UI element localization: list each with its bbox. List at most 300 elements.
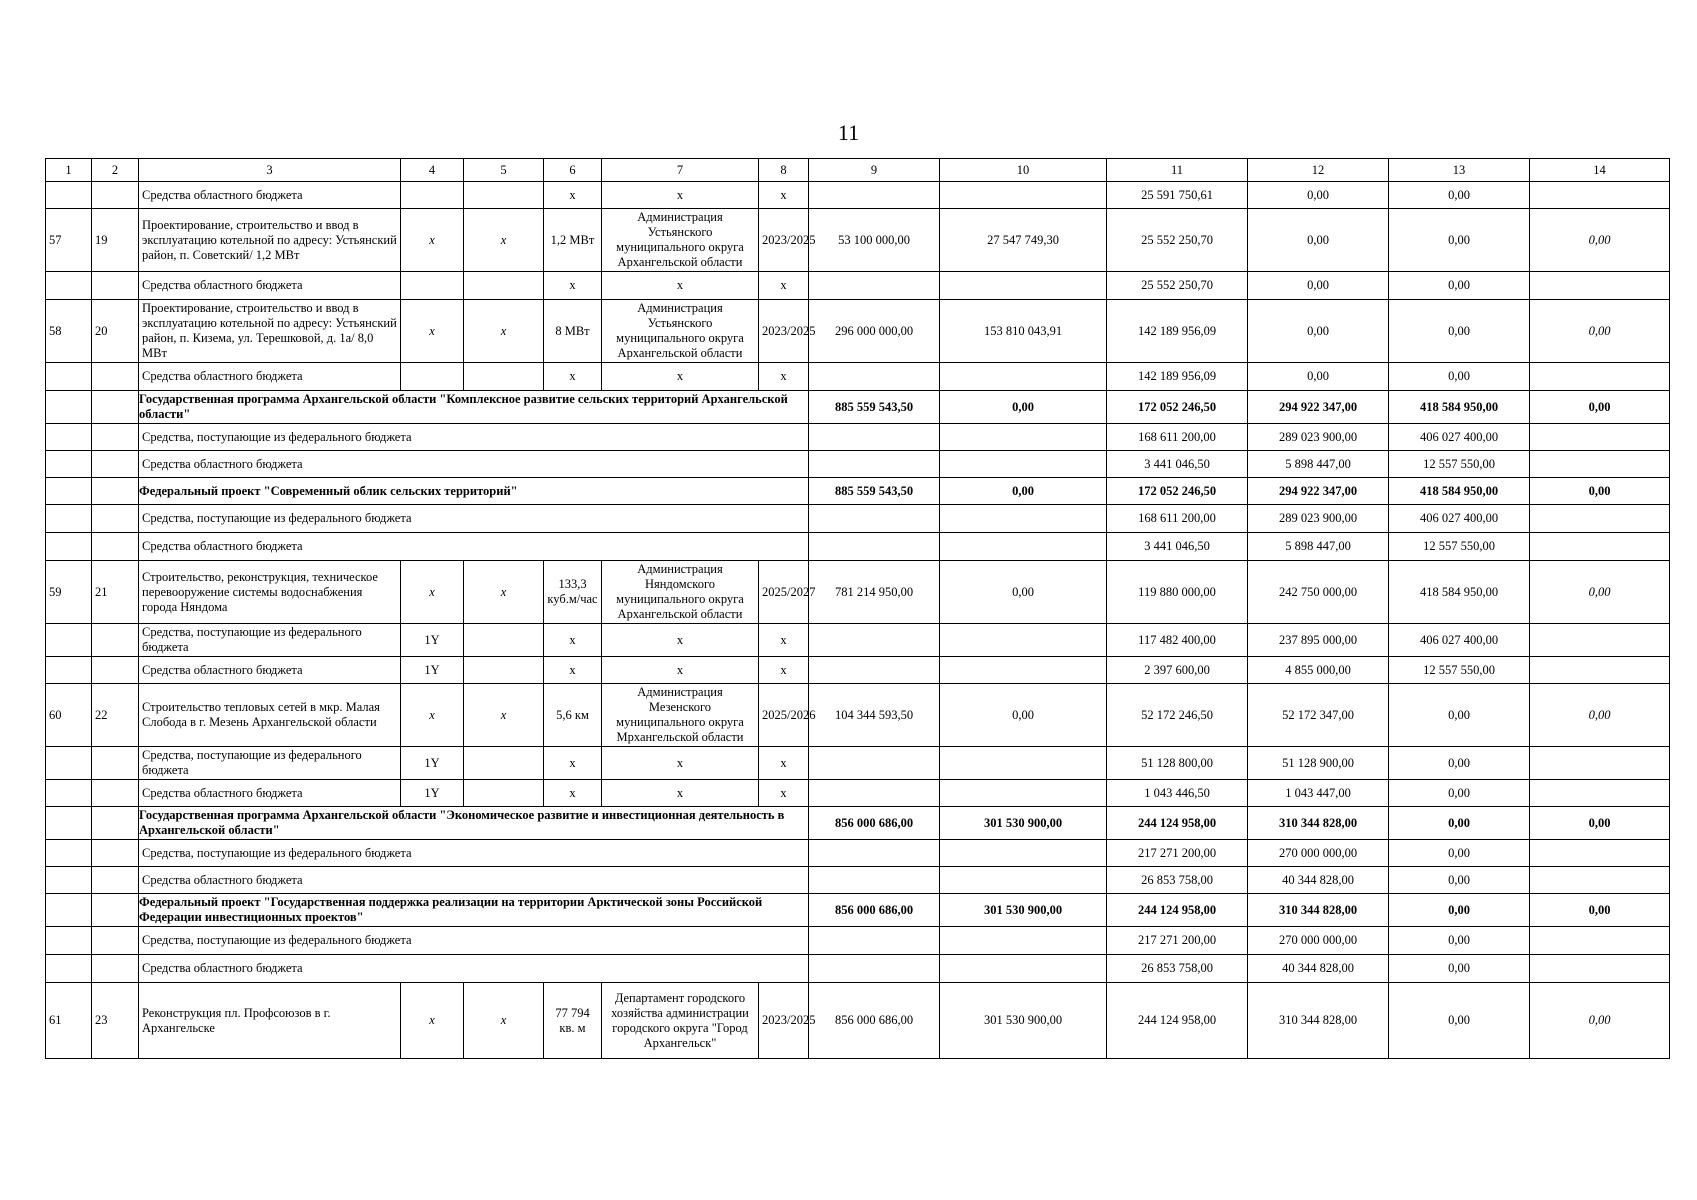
amount-col11: 25 552 250,70 [1107, 272, 1248, 300]
empty-cell [940, 424, 1107, 451]
capacity-cell: 5,6 км [544, 684, 602, 747]
empty-cell [46, 391, 92, 424]
amount-col12: 40 344 828,00 [1248, 867, 1389, 894]
amount-col12: 0,00 [1248, 363, 1389, 391]
empty-cell [1530, 424, 1670, 451]
program-row [46, 807, 1670, 840]
empty-cell [464, 363, 544, 391]
amount-col13: 0,00 [1389, 807, 1530, 840]
amount-col12: 289 023 900,00 [1248, 505, 1389, 533]
object-row [46, 209, 1670, 272]
amount-col12: 51 128 900,00 [1248, 747, 1389, 780]
amount-col9 [809, 657, 940, 684]
amount-col11: 25 552 250,70 [1107, 209, 1248, 272]
empty-cell [464, 780, 544, 807]
object-row [46, 561, 1670, 624]
amount-col13: 0,00 [1389, 182, 1530, 209]
program-source-row [46, 505, 1670, 533]
amount-col14: 0,00 [1530, 894, 1670, 927]
amount-col14: 0,00 [1530, 391, 1670, 424]
source-label: Средства, поступающие из федерального бюджета [139, 505, 809, 533]
amount-col9: 885 559 543,50 [809, 478, 940, 505]
empty-cell [46, 747, 92, 780]
program-title: Государственная программа Архангельской области "Комплексное развитие сельских территорий Архангельской области" [139, 391, 809, 424]
header-cell: 13 [1389, 159, 1530, 182]
source-row [46, 272, 1670, 300]
amount-col14 [1530, 182, 1670, 209]
empty-cell [1530, 533, 1670, 561]
cell-col7: x [602, 624, 759, 657]
empty-cell [46, 624, 92, 657]
amount-col10: 301 530 900,00 [940, 894, 1107, 927]
amount-col10: 301 530 900,00 [940, 807, 1107, 840]
amount-col9: 104 344 593,50 [809, 684, 940, 747]
cell-col8: x [759, 624, 809, 657]
cell-col4: 1Y [401, 624, 464, 657]
amount-col13: 0,00 [1389, 983, 1530, 1059]
cell-col7: x [602, 182, 759, 209]
source-label: Средства областного бюджета [139, 780, 401, 807]
amount-col11: 244 124 958,00 [1107, 983, 1248, 1059]
empty-cell [464, 624, 544, 657]
header-cell: 5 [464, 159, 544, 182]
amount-col14: 0,00 [1530, 983, 1670, 1059]
cell-col6: x [544, 780, 602, 807]
amount-col11: 244 124 958,00 [1107, 807, 1248, 840]
amount-col10 [940, 363, 1107, 391]
amount-col10 [940, 624, 1107, 657]
empty-cell [940, 505, 1107, 533]
empty-cell [92, 657, 139, 684]
amount-col12: 270 000 000,00 [1248, 840, 1389, 867]
amount-col12: 0,00 [1248, 209, 1389, 272]
cell-col6: x [544, 657, 602, 684]
header-cell: 14 [1530, 159, 1670, 182]
empty-cell [46, 272, 92, 300]
empty-cell [464, 657, 544, 684]
cell-col4 [401, 272, 464, 300]
amount-col13: 0,00 [1389, 927, 1530, 955]
amount-col9: 296 000 000,00 [809, 300, 940, 363]
header-cell: 7 [602, 159, 759, 182]
source-row [46, 182, 1670, 209]
cell-col4: x [401, 300, 464, 363]
amount-col10: 27 547 749,30 [940, 209, 1107, 272]
amount-col9 [809, 624, 940, 657]
source-row [46, 657, 1670, 684]
amount-col12: 0,00 [1248, 300, 1389, 363]
amount-col13: 12 557 550,00 [1389, 533, 1530, 561]
amount-col10 [940, 657, 1107, 684]
cell-col4: x [401, 561, 464, 624]
capacity-cell: 1,2 МВт [544, 209, 602, 272]
empty-cell [92, 624, 139, 657]
cell-col4 [401, 182, 464, 209]
empty-cell [46, 867, 92, 894]
period-cell: 2023/2025 [759, 300, 809, 363]
amount-col14 [1530, 363, 1670, 391]
amount-col12: 0,00 [1248, 272, 1389, 300]
empty-cell [92, 363, 139, 391]
cell-col7: x [602, 747, 759, 780]
amount-col12: 310 344 828,00 [1248, 983, 1389, 1059]
program-source-row [46, 451, 1670, 478]
empty-cell [46, 840, 92, 867]
responsible-cell: Администрация Устьянского муниципального округа Архангельской области [602, 209, 759, 272]
amount-col12: 52 172 347,00 [1248, 684, 1389, 747]
cell-col8: x [759, 780, 809, 807]
cell-col8: x [759, 363, 809, 391]
cell-col6: x [544, 747, 602, 780]
amount-col11: 168 611 200,00 [1107, 505, 1248, 533]
empty-cell [92, 867, 139, 894]
row-number: 61 [46, 983, 92, 1059]
source-label: Средства областного бюджета [139, 363, 401, 391]
empty-cell [809, 955, 940, 983]
amount-col11: 25 591 750,61 [1107, 182, 1248, 209]
amount-col12: 5 898 447,00 [1248, 451, 1389, 478]
cell-col8: x [759, 182, 809, 209]
empty-cell [940, 533, 1107, 561]
page-number: 11 [837, 120, 860, 145]
amount-col11: 3 441 046,50 [1107, 533, 1248, 561]
amount-col13: 12 557 550,00 [1389, 451, 1530, 478]
row-number: 58 [46, 300, 92, 363]
object-name: Проектирование, строительство и ввод в эксплуатацию котельной по адресу: Устьянский район, п. Советский/ 1,2 МВт [139, 209, 401, 272]
amount-col10 [940, 780, 1107, 807]
header-cell: 11 [1107, 159, 1248, 182]
object-row [46, 684, 1670, 747]
period-cell: 2025/2027 [759, 561, 809, 624]
empty-cell [46, 894, 92, 927]
amount-col13: 0,00 [1389, 955, 1530, 983]
amount-col9: 856 000 686,00 [809, 983, 940, 1059]
responsible-cell: Администрация Мезенского муниципального округа Мрхангельской области [602, 684, 759, 747]
amount-col12: 1 043 447,00 [1248, 780, 1389, 807]
program-source-row [46, 424, 1670, 451]
empty-cell [46, 657, 92, 684]
cell-col5: x [464, 561, 544, 624]
source-label: Средства областного бюджета [139, 955, 809, 983]
cell-col4: 1Y [401, 747, 464, 780]
cell-col6: x [544, 272, 602, 300]
amount-col12: 289 023 900,00 [1248, 424, 1389, 451]
program-source-row [46, 955, 1670, 983]
cell-col8: x [759, 272, 809, 300]
empty-cell [940, 451, 1107, 478]
empty-cell [464, 272, 544, 300]
cell-col4: x [401, 983, 464, 1059]
cell-col6: x [544, 363, 602, 391]
amount-col9: 781 214 950,00 [809, 561, 940, 624]
cell-col4 [401, 363, 464, 391]
empty-cell [809, 867, 940, 894]
amount-col14 [1530, 272, 1670, 300]
cell-col7: x [602, 363, 759, 391]
amount-col11: 2 397 600,00 [1107, 657, 1248, 684]
empty-cell [464, 747, 544, 780]
empty-cell [92, 451, 139, 478]
object-number: 23 [92, 983, 139, 1059]
amount-col11: 244 124 958,00 [1107, 894, 1248, 927]
empty-cell [1530, 867, 1670, 894]
source-label: Средства областного бюджета [139, 451, 809, 478]
empty-cell [809, 424, 940, 451]
amount-col14 [1530, 747, 1670, 780]
empty-cell [92, 807, 139, 840]
responsible-cell: Администрация Устьянского муниципального округа Архангельской области [602, 300, 759, 363]
amount-col11: 168 611 200,00 [1107, 424, 1248, 451]
amount-col10: 0,00 [940, 478, 1107, 505]
amount-col13: 0,00 [1389, 894, 1530, 927]
amount-col13: 418 584 950,00 [1389, 478, 1530, 505]
header-cell: 6 [544, 159, 602, 182]
amount-col11: 142 189 956,09 [1107, 300, 1248, 363]
header-cell: 3 [139, 159, 401, 182]
empty-cell [92, 955, 139, 983]
empty-cell [809, 505, 940, 533]
program-source-row [46, 927, 1670, 955]
responsible-cell: Администрация Няндомского муниципального округа Архангельской области [602, 561, 759, 624]
empty-cell [46, 424, 92, 451]
cell-col4: 1Y [401, 780, 464, 807]
capacity-cell: 77 794 кв. м [544, 983, 602, 1059]
empty-cell [46, 182, 92, 209]
amount-col11: 1 043 446,50 [1107, 780, 1248, 807]
amount-col11: 217 271 200,00 [1107, 927, 1248, 955]
amount-col11: 172 052 246,50 [1107, 478, 1248, 505]
empty-cell [46, 451, 92, 478]
header-cell: 12 [1248, 159, 1389, 182]
amount-col11: 142 189 956,09 [1107, 363, 1248, 391]
header-cell: 9 [809, 159, 940, 182]
period-cell: 2023/2025 [759, 209, 809, 272]
header-cell: 2 [92, 159, 139, 182]
amount-col9 [809, 363, 940, 391]
amount-col9: 885 559 543,50 [809, 391, 940, 424]
program-title: Федеральный проект "Государственная поддержка реализации на территории Арктической зоны Российской Федерации инвестиционных проектов" [139, 894, 809, 927]
amount-col12: 294 922 347,00 [1248, 391, 1389, 424]
amount-col11: 172 052 246,50 [1107, 391, 1248, 424]
source-label: Средства, поступающие из федерального бюджета [139, 624, 401, 657]
amount-col13: 12 557 550,00 [1389, 657, 1530, 684]
period-cell: 2023/2025 [759, 983, 809, 1059]
cell-col7: x [602, 272, 759, 300]
amount-col11: 119 880 000,00 [1107, 561, 1248, 624]
amount-col13: 0,00 [1389, 867, 1530, 894]
amount-col12: 270 000 000,00 [1248, 927, 1389, 955]
capacity-cell: 133,3 куб.м/час [544, 561, 602, 624]
amount-col13: 0,00 [1389, 780, 1530, 807]
object-number: 20 [92, 300, 139, 363]
amount-col11: 26 853 758,00 [1107, 955, 1248, 983]
empty-cell [46, 955, 92, 983]
capacity-cell: 8 МВт [544, 300, 602, 363]
amount-col9 [809, 272, 940, 300]
amount-col12: 5 898 447,00 [1248, 533, 1389, 561]
empty-cell [92, 391, 139, 424]
amount-col13: 0,00 [1389, 747, 1530, 780]
object-number: 19 [92, 209, 139, 272]
cell-col5: x [464, 684, 544, 747]
source-label: Средства областного бюджета [139, 657, 401, 684]
empty-cell [46, 807, 92, 840]
amount-col10: 301 530 900,00 [940, 983, 1107, 1059]
empty-cell [464, 182, 544, 209]
source-label: Средства областного бюджета [139, 182, 401, 209]
empty-cell [46, 363, 92, 391]
amount-col12: 40 344 828,00 [1248, 955, 1389, 983]
amount-col13: 406 027 400,00 [1389, 624, 1530, 657]
amount-col13: 406 027 400,00 [1389, 424, 1530, 451]
amount-col10: 0,00 [940, 561, 1107, 624]
amount-col13: 0,00 [1389, 840, 1530, 867]
header-cell: 8 [759, 159, 809, 182]
cell-col4: x [401, 684, 464, 747]
cell-col6: x [544, 624, 602, 657]
program-title: Федеральный проект "Современный облик сельских территорий" [139, 478, 809, 505]
amount-col14: 0,00 [1530, 209, 1670, 272]
amount-col10 [940, 272, 1107, 300]
amount-col14 [1530, 780, 1670, 807]
header-row [46, 159, 1670, 182]
amount-col12: 310 344 828,00 [1248, 807, 1389, 840]
header-cell: 4 [401, 159, 464, 182]
cell-col5: x [464, 983, 544, 1059]
empty-cell [940, 867, 1107, 894]
row-number: 57 [46, 209, 92, 272]
object-number: 21 [92, 561, 139, 624]
cell-col5: x [464, 300, 544, 363]
empty-cell [46, 780, 92, 807]
source-row [46, 780, 1670, 807]
amount-col12: 237 895 000,00 [1248, 624, 1389, 657]
empty-cell [940, 840, 1107, 867]
amount-col13: 0,00 [1389, 209, 1530, 272]
amount-col10: 0,00 [940, 684, 1107, 747]
empty-cell [1530, 927, 1670, 955]
amount-col11: 51 128 800,00 [1107, 747, 1248, 780]
row-number: 59 [46, 561, 92, 624]
period-cell: 2025/2026 [759, 684, 809, 747]
empty-cell [92, 478, 139, 505]
amount-col12: 0,00 [1248, 182, 1389, 209]
amount-col14: 0,00 [1530, 684, 1670, 747]
empty-cell [92, 840, 139, 867]
amount-col13: 0,00 [1389, 300, 1530, 363]
program-source-row [46, 867, 1670, 894]
empty-cell [1530, 505, 1670, 533]
cell-col6: x [544, 182, 602, 209]
object-name: Реконструкция пл. Профсоюзов в г. Архангельске [139, 983, 401, 1059]
empty-cell [92, 182, 139, 209]
program-source-row [46, 840, 1670, 867]
empty-cell [92, 505, 139, 533]
empty-cell [1530, 955, 1670, 983]
amount-col10 [940, 747, 1107, 780]
amount-col11: 52 172 246,50 [1107, 684, 1248, 747]
amount-col14 [1530, 624, 1670, 657]
empty-cell [46, 533, 92, 561]
empty-cell [809, 533, 940, 561]
source-label: Средства областного бюджета [139, 272, 401, 300]
amount-col9: 856 000 686,00 [809, 807, 940, 840]
cell-col8: x [759, 657, 809, 684]
source-row [46, 747, 1670, 780]
empty-cell [92, 780, 139, 807]
program-title: Государственная программа Архангельской области "Экономическое развитие и инвестиционная деятельность в Архангельской области" [139, 807, 809, 840]
empty-cell [940, 927, 1107, 955]
empty-cell [1530, 840, 1670, 867]
empty-cell [46, 927, 92, 955]
amount-col12: 242 750 000,00 [1248, 561, 1389, 624]
empty-cell [809, 840, 940, 867]
source-label: Средства, поступающие из федерального бюджета [139, 747, 401, 780]
row-number: 60 [46, 684, 92, 747]
empty-cell [92, 533, 139, 561]
cell-col7: x [602, 780, 759, 807]
empty-cell [92, 894, 139, 927]
amount-col14: 0,00 [1530, 300, 1670, 363]
empty-cell [940, 955, 1107, 983]
source-row [46, 363, 1670, 391]
object-name: Строительство тепловых сетей в мкр. Малая Слобода в г. Мезень Архангельской области [139, 684, 401, 747]
program-row [46, 478, 1670, 505]
empty-cell [46, 505, 92, 533]
source-row [46, 624, 1670, 657]
source-label: Средства, поступающие из федерального бюджета [139, 840, 809, 867]
amount-col10: 0,00 [940, 391, 1107, 424]
program-row [46, 894, 1670, 927]
amount-col10: 153 810 043,91 [940, 300, 1107, 363]
empty-cell [92, 747, 139, 780]
header-cell: 1 [46, 159, 92, 182]
source-label: Средства, поступающие из федерального бюджета [139, 424, 809, 451]
responsible-cell: Департамент городского хозяйства администрации городского округа "Город Архангельск" [602, 983, 759, 1059]
object-row [46, 983, 1670, 1059]
empty-cell [92, 424, 139, 451]
amount-col11: 217 271 200,00 [1107, 840, 1248, 867]
cell-col5: x [464, 209, 544, 272]
amount-col12: 294 922 347,00 [1248, 478, 1389, 505]
object-row [46, 300, 1670, 363]
amount-col13: 406 027 400,00 [1389, 505, 1530, 533]
amount-col14: 0,00 [1530, 478, 1670, 505]
cell-col7: x [602, 657, 759, 684]
empty-cell [46, 478, 92, 505]
amount-col12: 310 344 828,00 [1248, 894, 1389, 927]
amount-col11: 26 853 758,00 [1107, 867, 1248, 894]
empty-cell [92, 272, 139, 300]
amount-col10 [940, 182, 1107, 209]
header-cell: 10 [940, 159, 1107, 182]
amount-col13: 0,00 [1389, 684, 1530, 747]
amount-col13: 418 584 950,00 [1389, 391, 1530, 424]
program-row [46, 391, 1670, 424]
cell-col4: x [401, 209, 464, 272]
amount-col14: 0,00 [1530, 807, 1670, 840]
cell-col8: x [759, 747, 809, 780]
object-name: Проектирование, строительство и ввод в эксплуатацию котельной по адресу: Устьянский район, п. Кизема, ул. Терешковой, д. 1а/ 8,0 МВт [139, 300, 401, 363]
empty-cell [809, 927, 940, 955]
program-source-row [46, 533, 1670, 561]
amount-col14 [1530, 657, 1670, 684]
source-label: Средства, поступающие из федерального бюджета [139, 927, 809, 955]
amount-col9: 856 000 686,00 [809, 894, 940, 927]
amount-col12: 4 855 000,00 [1248, 657, 1389, 684]
amount-col14: 0,00 [1530, 561, 1670, 624]
amount-col9 [809, 747, 940, 780]
